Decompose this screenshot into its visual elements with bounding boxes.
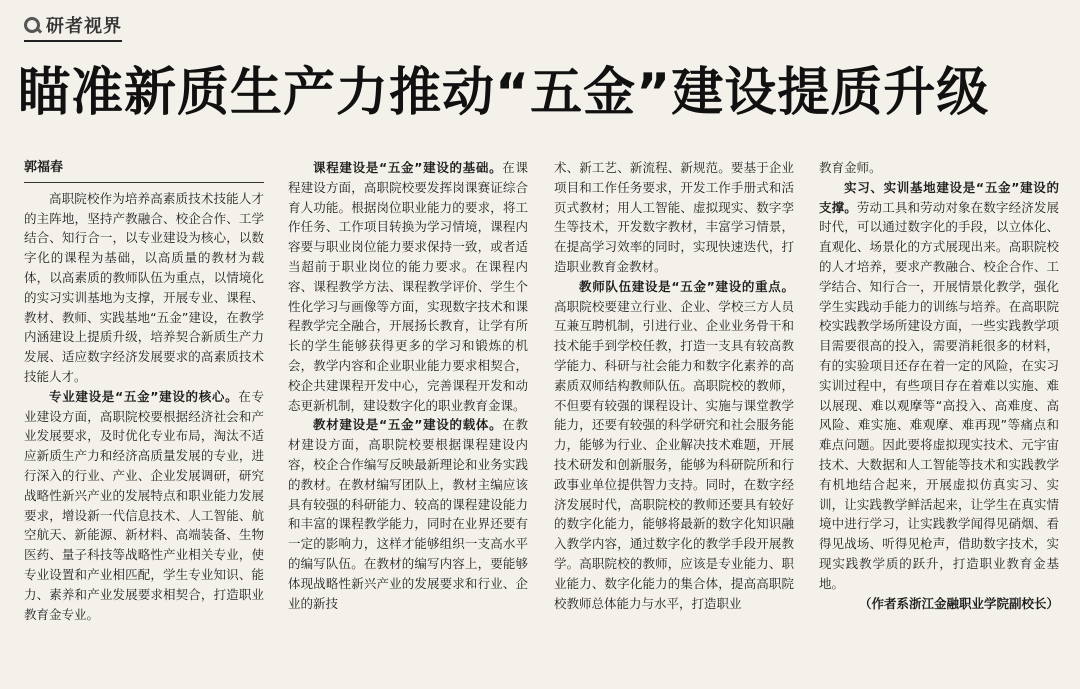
article-column-1 bbox=[24, 158, 264, 678]
paragraph: 教育金师。 bbox=[819, 160, 882, 175]
paragraph: 专业建设是“五金”建设的核心。在专业建设方面，高职院校要根据经济社会和产业发展要求，及时优化专业布局，淘汰不适应新质生产力和经济高质量发展的专业，进行深入的行业、产业、企业发展调研，研究战略性新兴产业的发展特点和职业能力发展要求，增设新一代信息技术、人工智能、航空航天、新能源、新材料、高端装备、生物医药、量子科技等战略性产业相关专业，使专业设置和产业相匹配，学生专业知识、能力、素养和产业发展要求相契合，打造职业教育金专业。 bbox=[24, 388, 264, 622]
paragraph: 实习、实训基地建设是“五金”建设的支撑。劳动工具和劳动对象在数字经济发展时代，可以通过数字化的手段，以立体化、直观化、场景化的方式展现出来。高职院校的人才培养，要求产教融合、校企合作、工学结合、知行合一，开展情景化教学，强化学生实践动手能力的训练与培养。在高职院校实践教学场所建设方面，一些实践教学项目需要很高的投入，需要消耗很多的材料，有的实验项目还存在着一定的风险，在实习实训过程中，有些项目存在着难以实施、难以展现、难以观摩等“高投入、高难度、高风险、难实施、难观摩、难再现”等痛点和难点问题。因此要将虚拟现实技术、元宇宙技术、大数据和人工智能等技术和实践教学有机地结合起来，开展虚拟仿真实习、实训，让实践教学鲜活起来，让学生在真实情境中进行学习，让实践教学闻得见硝烟、看得见战场、听得见枪声，借助数字技术，实现实践教学质的跃升，打造职业教育金基地。 bbox=[819, 179, 1059, 591]
section-lead: 教材建设是“五金”建设的载体。 bbox=[313, 417, 503, 433]
author-name: 郭福春 bbox=[24, 158, 264, 183]
section-lead: 课程建设是“五金”建设的基础。 bbox=[313, 160, 503, 175]
paragraph: 术、新工艺、新流程、新规范。要基于企业项目和工作任务要求，开发工作手册式和活页式教材；用人工智能、虚拟现实、数字孪生等技术，开发数字教材，丰富学习情景，在提高学习效率的同时，实现快速迭代，打造职业教育金教材。 bbox=[554, 160, 794, 274]
paragraph: 教材建设是“五金”建设的载体。在教材建设方面，高职院校要根据课程建设内容，校企合作编写反映最新理论和业务实践的教材。在教材编写团队上，教材主编应该具有较强的科研能力、较高的课程建设能力和丰富的课程教学能力，同时在业界还要有一定的影响力，这样才能够组织一支高水平的编写队伍。在教材的编写内容上，要能够体现战略性新兴产业的发展要求和行业、企业的新技 bbox=[288, 417, 528, 611]
section-lead: 教师队伍建设是“五金”建设的重点。 bbox=[579, 278, 794, 294]
paragraph: 课程建设是“五金”建设的基础。在课程建设方面，高职院校要发挥岗课赛证综合育人功能。根据岗位职业能力的要求，将工作任务、工作项目转换为学习情境，课程内容要与职业岗位能力要求保持一致，或者适当超前于职业岗位的能力要求。在课程内容、课程教学方法、课程教学评价、学生个性化学习与画像等方面，实现数字技术和课程教学完全融合，开展扬长教育，让学有所长的学生能够获得更多的学习和锻炼的机会，教学内容和企业职业能力要求相契合，校企共建课程开发中心，完善课程开发和动态更新机制，建设数字化的职业教育金课。 bbox=[288, 160, 528, 413]
magnifier-icon bbox=[24, 17, 40, 33]
article-column-2 bbox=[288, 158, 528, 678]
section-lead: 实习、实训基地建设是“五金”建设的支撑。 bbox=[819, 179, 1059, 215]
paragraph: 教师队伍建设是“五金”建设的重点。高职院校要建立行业、企业、学校三方人员互兼互聘机制，引进行业、企业业务骨干和技术能手到学校任教，打造一支具有较高教学能力、科研与社会能力和数字化素养的高素质双师结构教师队伍。高职院校的教师，不但要有较强的课程设计、实施与课堂教学能力，还要有较强的科学研究和社会服务能力，能够为行业、企业解决技术难题，开展技术研发和创新服务，能够为科研院所和行政事业单位提供智力支持。同时，在数字经济发展时代，高职院校的教师还要具有较好的数字化能力，能够将最新的数字化知识融入教学内容，通过数字化的教学手段开展教学。高职院校的教师，应该是专业能力、职业能力、数字化能力的集合体，提高高职院校教师总体能力与水平，打造职业 bbox=[554, 278, 794, 611]
paragraph: 高职院校作为培养高素质技术技能人才的主阵地，坚持产教融合、校企合作、工学结合、知行合一，以专业建设为核心，以数字化的课程为基础，以高质量的教材为载体，以高素质的教师队伍为重点，以情境化的实习实训基地为支撑，开展专业、课程、教材、教师、实践基地“五金”建设，在教学内涵建设上提质升级，培养契合新质生产力发展、适应数字经济发展要求的高素质技术技能人才。 bbox=[24, 190, 264, 384]
column-tag-label: 研者视界 bbox=[46, 16, 122, 37]
column-tag bbox=[24, 12, 122, 42]
article-column-3 bbox=[554, 158, 794, 678]
author-credit: （作者系浙江金融职业学院副校长） bbox=[858, 595, 1059, 611]
article-column-4 bbox=[819, 158, 1059, 678]
section-lead: 专业建设是“五金”建设的核心。 bbox=[49, 388, 239, 404]
article-headline: 瞄准新质生产力推动“五金”建设提质升级 bbox=[18, 63, 990, 123]
article-body bbox=[24, 158, 1064, 678]
